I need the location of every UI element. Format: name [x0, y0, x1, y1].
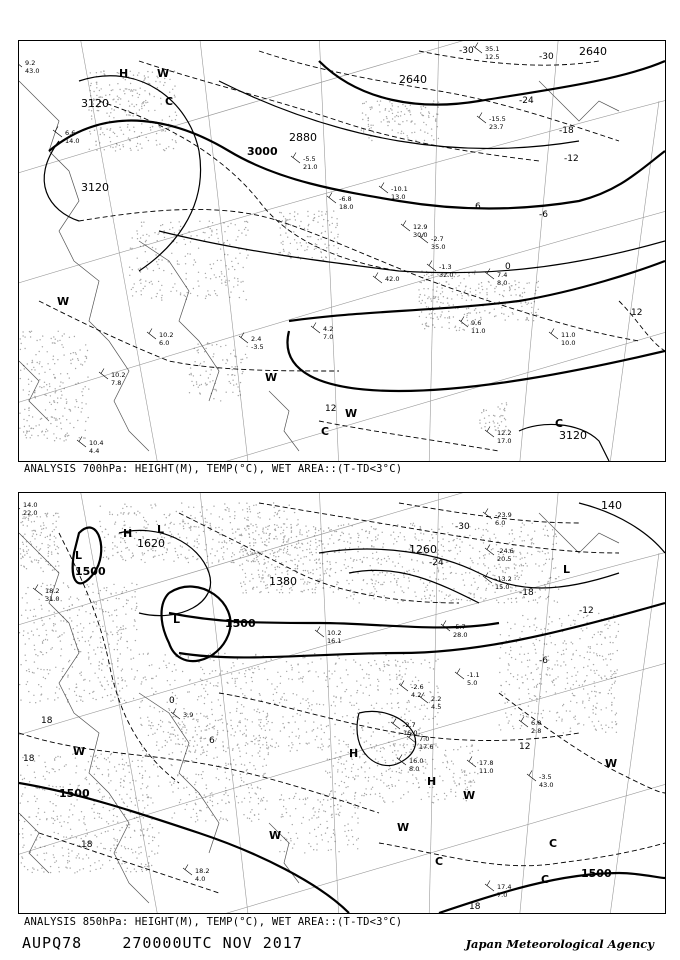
station-value: 12.5	[485, 53, 500, 61]
wind-barb	[527, 771, 536, 782]
wind-barb	[373, 273, 382, 284]
height-label: 1620	[137, 537, 165, 550]
station-value: 18.2	[45, 587, 60, 595]
low-center-label: L	[75, 549, 83, 562]
station-value: 5.0	[467, 679, 478, 687]
station-value: 4.2	[323, 325, 334, 333]
station-value: 7.8	[111, 379, 122, 387]
station-value: 9.2	[25, 59, 36, 67]
wind-barb	[311, 323, 320, 334]
high-center-label: H	[123, 527, 133, 540]
station-value: -2.7	[403, 721, 416, 729]
wind-barb	[99, 369, 108, 380]
wind-barb	[455, 669, 464, 680]
station-value: 31.0	[45, 595, 60, 603]
isotherm-label: 18	[23, 754, 35, 764]
wind-barb	[519, 717, 528, 728]
warm-center-label: W	[57, 295, 70, 308]
station-value: -1.1	[467, 671, 480, 679]
station-value: -3.5	[251, 343, 264, 351]
station-value: 14.0	[65, 137, 80, 145]
isotherm-label: 6	[209, 736, 215, 746]
cold-center-label: C	[165, 95, 174, 108]
isotherm-label: 12	[631, 308, 643, 318]
station-value: 4.5	[431, 703, 442, 711]
station-value: 43.0	[539, 781, 554, 789]
station-value: -6.8	[339, 195, 352, 203]
valid-time: 270000UTC NOV 2017	[122, 934, 303, 952]
wind-barb	[399, 681, 408, 692]
station-value: 9.6	[471, 319, 482, 327]
station-value: 16.1	[327, 637, 342, 645]
station-value: 7.0	[323, 333, 334, 341]
station-value: 22.0	[23, 509, 38, 517]
station-value: 32.0	[439, 271, 454, 279]
station-value: -13.2	[495, 575, 512, 583]
isotherm-label: 0	[505, 262, 511, 272]
wind-barb	[485, 881, 494, 892]
wind-barb	[379, 183, 388, 194]
wind-barb	[183, 865, 192, 876]
wind-barb	[485, 269, 494, 280]
height-label: 3120	[81, 181, 109, 194]
isotherm-label: -6	[539, 656, 548, 666]
height-label: 1500	[581, 867, 612, 880]
high-center-label: H	[119, 67, 129, 80]
chart-panel-850hpa	[18, 492, 666, 914]
wind-barb	[441, 621, 450, 632]
wind-barb	[473, 43, 482, 54]
isotherm-label: -30	[539, 52, 554, 62]
station-value: 6.6	[65, 129, 76, 137]
station-value: -15.5	[489, 115, 506, 123]
wind-barb	[483, 509, 492, 520]
panel-caption-850hpa: ANALYSIS 850hPa: HEIGHT(M), TEMP(°C), WET AREA::(T-TD<3°C)	[24, 916, 403, 928]
wind-barb	[147, 329, 156, 340]
station-value: -5.7	[453, 623, 466, 631]
wind-barb	[315, 627, 324, 638]
station-value: 10.2	[159, 331, 174, 339]
height-label: 140	[601, 499, 622, 512]
station-value: 6.0	[531, 719, 542, 727]
warm-center-label: W	[157, 67, 170, 80]
isotherm-label: -24	[429, 558, 444, 568]
station-value: 11.0	[479, 767, 494, 775]
isotherms	[19, 503, 665, 893]
isotherm-label: 6	[475, 202, 481, 212]
isotherm-label: -24	[519, 96, 534, 106]
wind-barb	[19, 57, 22, 68]
agency-name: Japan Meteorological Agency	[465, 937, 654, 951]
station-value: 7.4	[497, 271, 508, 279]
station-value: 23.7	[489, 123, 504, 131]
contour-labels	[57, 45, 642, 442]
station-value: 42.0	[385, 275, 400, 283]
station-value: 2.4	[251, 335, 262, 343]
low-center-label: L	[563, 563, 571, 576]
station-value: 8.0	[409, 765, 420, 773]
wind-barb	[467, 757, 476, 768]
wind-barb	[327, 193, 336, 204]
cold-center-label: C	[435, 855, 444, 868]
station-value: -3.5	[539, 773, 552, 781]
station-value: 18.2	[195, 867, 210, 875]
station-value: 8.0	[497, 279, 508, 287]
wind-barb	[401, 221, 410, 232]
station-value: -5.5	[303, 155, 316, 163]
station-value: 10.0	[561, 339, 576, 347]
station-value: 17.6	[419, 743, 434, 751]
station-value: -1.3	[439, 263, 452, 271]
wind-barb	[477, 113, 486, 124]
low-center-label: L	[173, 613, 181, 626]
station-value: 10.2	[111, 371, 126, 379]
station-value: 12.2	[497, 429, 512, 437]
isotherm-label: 18	[81, 840, 93, 850]
station-value: 35.1	[485, 45, 500, 53]
station-value: 2.8	[531, 727, 542, 735]
station-value: 2.2	[431, 695, 442, 703]
isotherm-label: -30	[459, 46, 474, 56]
height-label: 2880	[289, 131, 317, 144]
station-value: 17.0	[497, 437, 512, 445]
warm-center-label: W	[345, 407, 358, 420]
station-value: 10.2	[327, 629, 342, 637]
chart-panel-700hpa	[18, 40, 666, 462]
warm-center-label: W	[605, 757, 618, 770]
station-value: 12.9	[413, 223, 428, 231]
wind-barb	[459, 317, 468, 328]
station-value: 11.0	[471, 327, 486, 335]
station-value: 30.0	[413, 231, 428, 239]
isotherm-label: -30	[455, 522, 470, 532]
station-value: 13.0	[391, 193, 406, 201]
map-850hpa	[19, 493, 665, 913]
warm-center-label: W	[397, 821, 410, 834]
station-value: 16.0	[409, 757, 424, 765]
station-value: 15.0	[495, 583, 510, 591]
station-value: 14.0	[23, 501, 38, 509]
cold-center-label: C	[321, 425, 330, 438]
station-value: 7.0	[497, 891, 508, 899]
isotherm-label: -12	[564, 154, 579, 164]
wind-barb	[33, 585, 42, 596]
station-value: 4.0	[195, 875, 206, 883]
height-label: 1260	[409, 543, 437, 556]
height-label: 1500	[59, 787, 90, 800]
wet-area-stipple	[19, 502, 619, 873]
product-header	[22, 934, 303, 952]
isotherm-label: 12	[519, 742, 531, 752]
station-value: 7.0	[419, 735, 430, 743]
station-value: -24.6	[497, 547, 514, 555]
isotherm-label: 18	[41, 716, 53, 726]
graticule	[19, 493, 665, 913]
station-value: 4.2	[411, 691, 422, 699]
station-value: 16.0	[403, 729, 418, 737]
cold-center-label: C	[549, 837, 558, 850]
isotherm-label: -6	[539, 210, 548, 220]
cold-center-label: C	[555, 417, 564, 430]
isotherm-label: -12	[579, 606, 594, 616]
isotherm-label: -18	[519, 588, 534, 598]
graticule	[19, 41, 665, 461]
station-value: 43.0	[25, 67, 40, 75]
map-700hpa	[19, 41, 665, 461]
warm-center-label: W	[463, 789, 476, 802]
cold-center-label: C	[541, 873, 550, 886]
high-center-label: H	[427, 775, 437, 788]
station-value: -23.9	[495, 511, 512, 519]
station-value: -10.1	[391, 185, 408, 193]
height-label: 2640	[399, 73, 427, 86]
station-value: 20.5	[497, 555, 512, 563]
coastlines	[19, 81, 619, 451]
station-value: 6.0	[159, 339, 170, 347]
height-label: 3120	[559, 429, 587, 442]
high-center-label: H	[349, 747, 359, 760]
isotherms	[39, 51, 665, 451]
station-value: 4.4	[89, 447, 100, 455]
warm-center-label: W	[265, 371, 278, 384]
wind-barb	[291, 153, 300, 164]
warm-center-label: W	[269, 829, 282, 842]
wind-barb	[549, 329, 558, 340]
height-label: 3120	[81, 97, 109, 110]
height-label: 1500	[225, 617, 256, 630]
warm-center-label: W	[73, 745, 86, 758]
station-value: 17.4	[497, 883, 512, 891]
station-value: 3.9	[183, 711, 194, 719]
station-value: 11.0	[561, 331, 576, 339]
station-value: 6.0	[495, 519, 506, 527]
wind-barb	[485, 427, 494, 438]
wind-barb	[19, 499, 20, 510]
panel-caption-700hpa: ANALYSIS 700hPa: HEIGHT(M), TEMP(°C), WET AREA::(T-TD<3°C)	[24, 463, 403, 475]
height-label: 3000	[247, 145, 278, 158]
wind-barb	[427, 261, 436, 272]
station-value: 10.4	[89, 439, 104, 447]
height-label: 1380	[269, 575, 297, 588]
isotherm-label: -18	[559, 126, 574, 136]
station-value: 18.0	[339, 203, 354, 211]
isotherm-label: 18	[469, 902, 481, 912]
station-value: 35.0	[431, 243, 446, 251]
isotherm-label: 12	[325, 404, 337, 414]
station-value: 28.0	[453, 631, 468, 639]
station-value: -2.7	[431, 235, 444, 243]
height-label: 1500	[75, 565, 106, 578]
station-value: 21.0	[303, 163, 318, 171]
low-center-label: L	[157, 523, 165, 536]
station-value: 17.8	[479, 759, 494, 767]
product-code: AUPQ78	[22, 934, 83, 952]
isotherm-label: 0	[169, 696, 175, 706]
height-label: 2640	[579, 45, 607, 58]
station-value: -2.6	[411, 683, 424, 691]
